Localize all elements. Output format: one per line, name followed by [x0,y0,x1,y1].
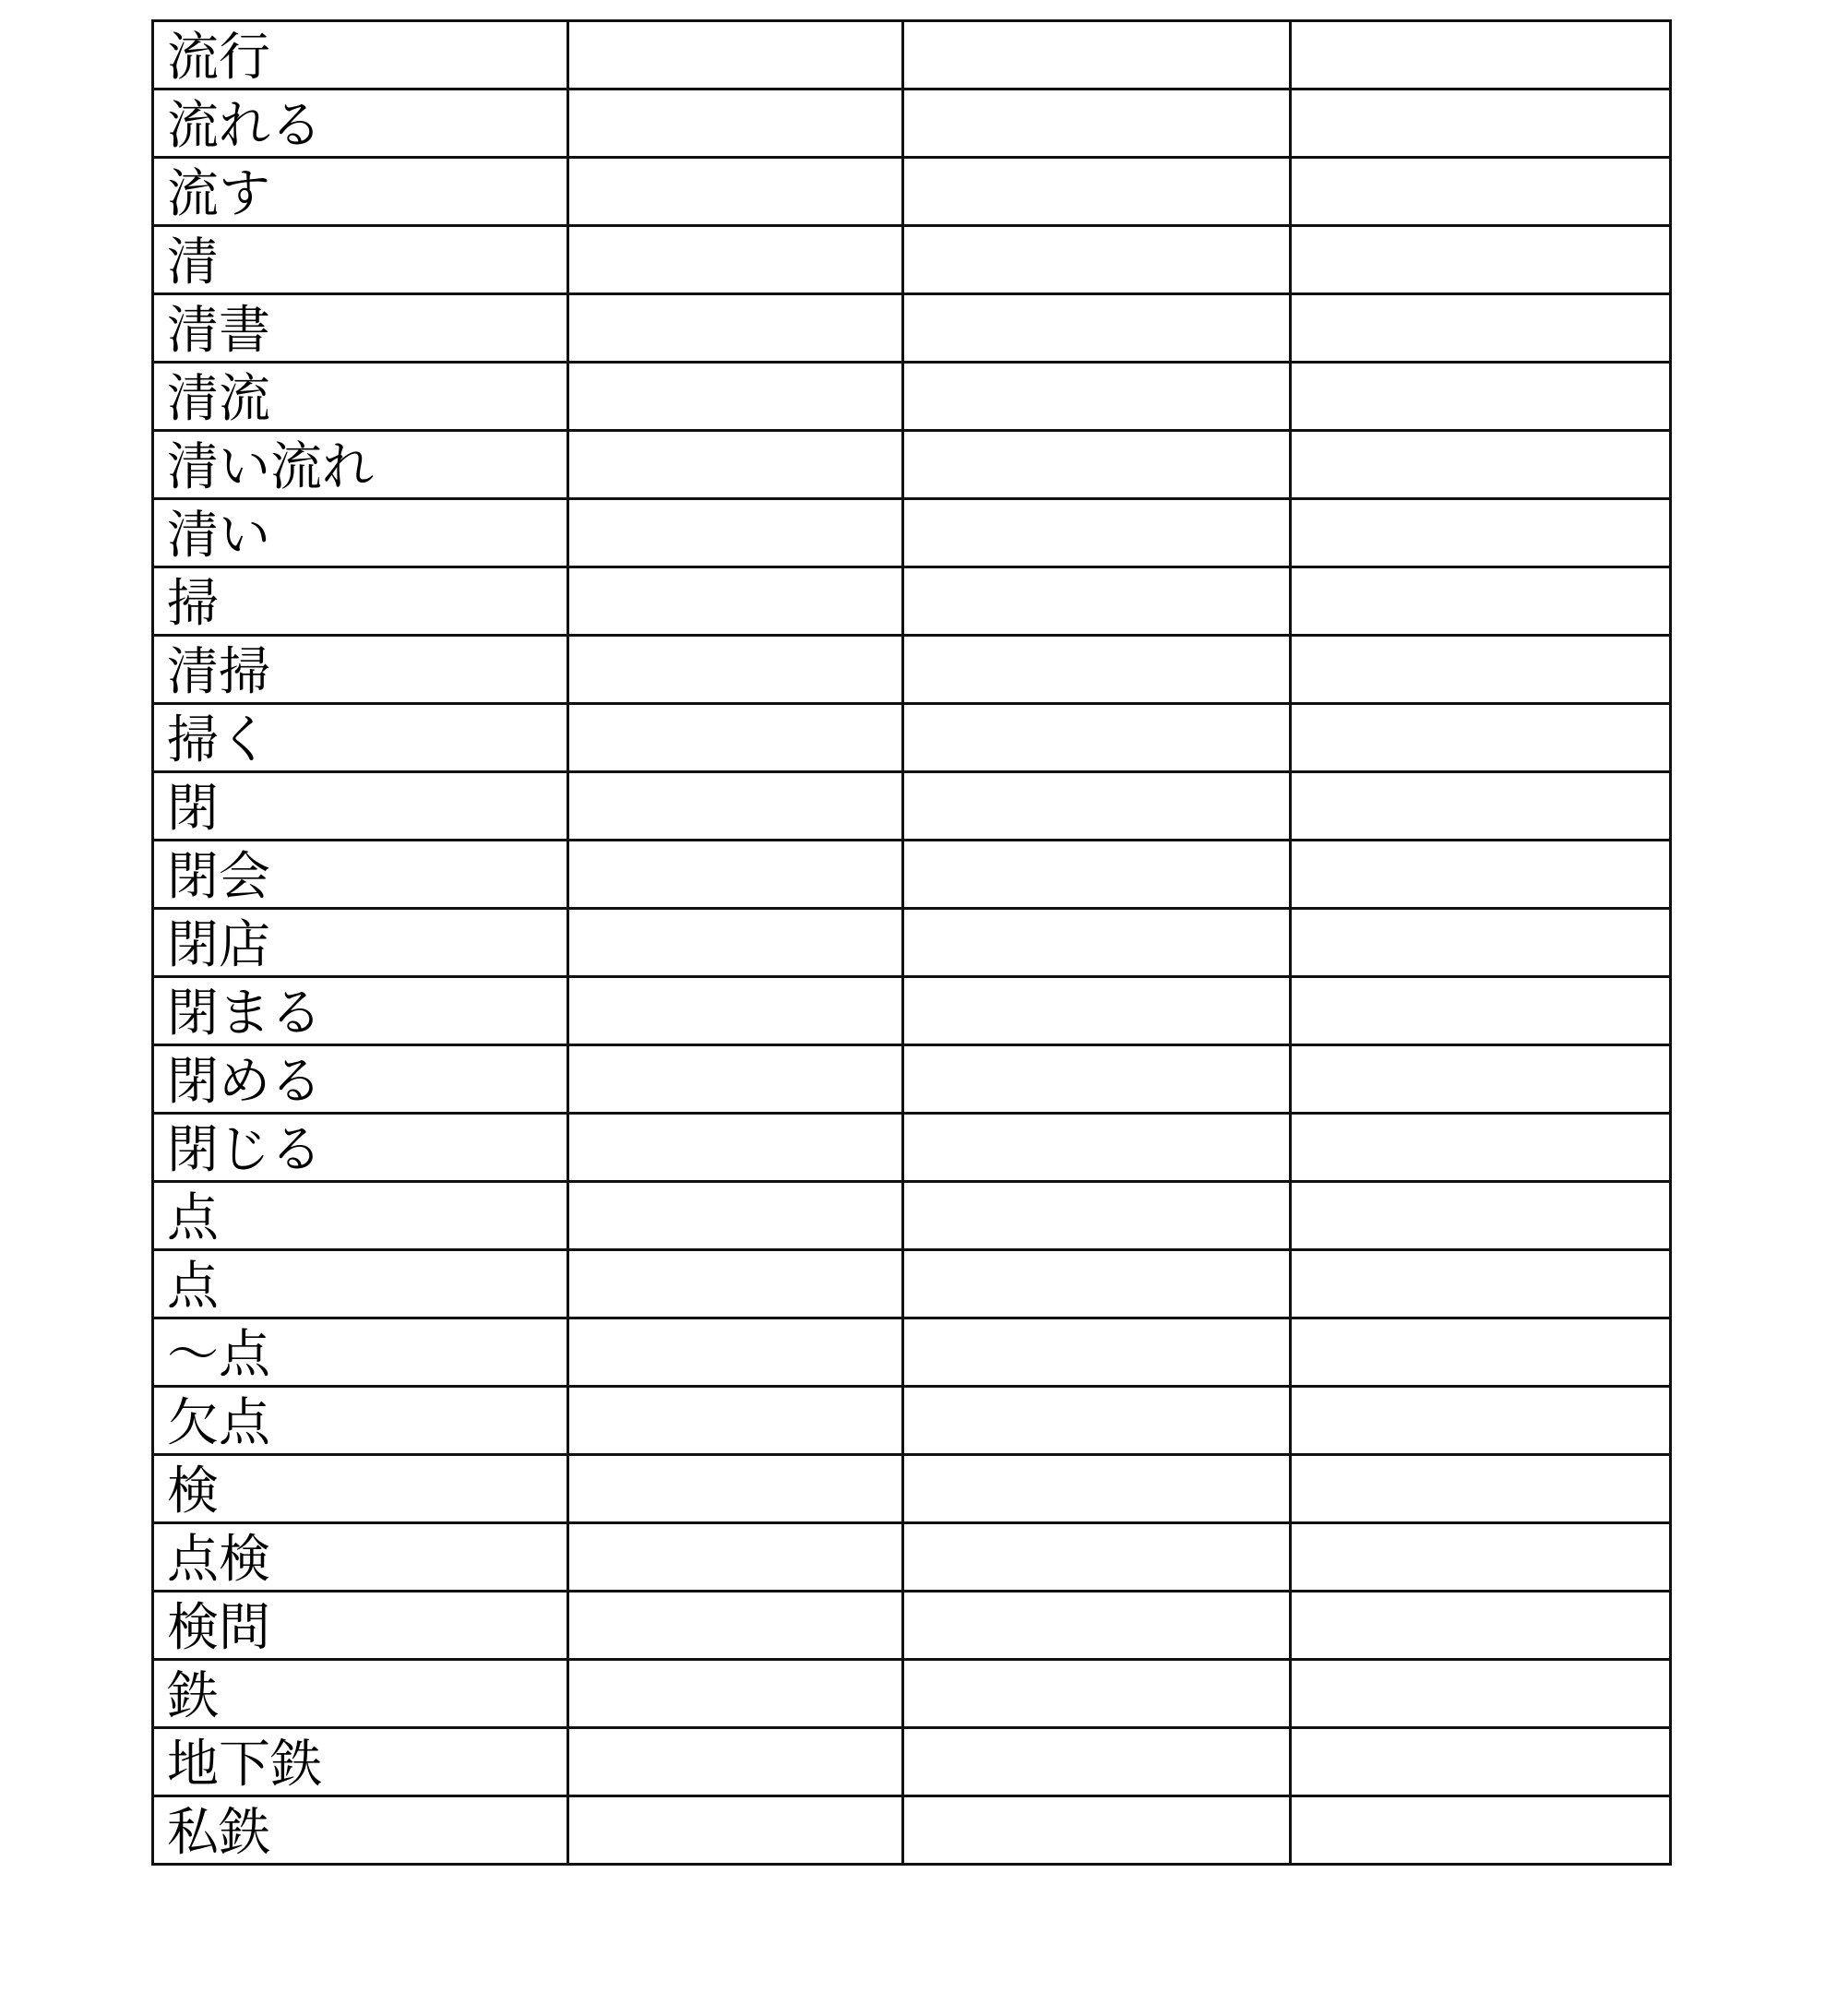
meaning-cell [903,1660,1291,1728]
worksheet-row [153,431,1671,499]
worksheet-body [153,21,1671,1865]
meaning-cell [903,1796,1291,1865]
practice-cell [1291,636,1671,704]
practice-cell [1291,704,1671,772]
term-cell: 点検 [153,1523,568,1592]
reading-cell [568,1114,903,1182]
practice-cell [1291,1728,1671,1796]
reading-cell [568,977,903,1045]
worksheet-row [153,1728,1671,1796]
worksheet-row [153,977,1671,1045]
term-cell: 清 [153,226,568,294]
meaning-cell [903,21,1291,89]
term-cell: 掃 [153,567,568,636]
term-cell: 点 [153,1182,568,1250]
term-cell: 鉄 [153,1660,568,1728]
term-cell: 清い [153,499,568,567]
reading-cell [568,1045,903,1114]
reading-cell [568,1796,903,1865]
worksheet-row [153,1114,1671,1182]
practice-cell [1291,294,1671,363]
meaning-cell [903,567,1291,636]
worksheet-row [153,363,1671,431]
meaning-cell [903,1728,1291,1796]
meaning-cell [903,636,1291,704]
term-cell: 検問 [153,1592,568,1660]
term-cell: 点 [153,1250,568,1318]
term-cell: 流行 [153,21,568,89]
meaning-cell [903,499,1291,567]
term-cell: 流れる [153,89,568,158]
worksheet-row [153,21,1671,89]
meaning-cell [903,1592,1291,1660]
worksheet-row [153,226,1671,294]
meaning-cell [903,1114,1291,1182]
term-cell: 閉 [153,772,568,841]
meaning-cell [903,772,1291,841]
vocabulary-worksheet-table [151,19,1672,1866]
worksheet-row [153,294,1671,363]
term-cell: 私鉄 [153,1796,568,1865]
reading-cell [568,363,903,431]
practice-cell [1291,21,1671,89]
term-cell: 流す [153,158,568,226]
reading-cell [568,704,903,772]
worksheet-row [153,158,1671,226]
worksheet-row [153,1455,1671,1523]
term-cell: 閉会 [153,841,568,909]
reading-cell [568,1387,903,1455]
term-cell: 閉店 [153,909,568,977]
term-cell: 閉じる [153,1114,568,1182]
meaning-cell [903,1250,1291,1318]
worksheet-row [153,1182,1671,1250]
practice-cell [1291,977,1671,1045]
reading-cell [568,636,903,704]
reading-cell [568,841,903,909]
practice-cell [1291,1387,1671,1455]
meaning-cell [903,1523,1291,1592]
term-cell: 検 [153,1455,568,1523]
meaning-cell [903,909,1291,977]
meaning-cell [903,1455,1291,1523]
practice-cell [1291,431,1671,499]
practice-cell [1291,909,1671,977]
reading-cell [568,1250,903,1318]
practice-cell [1291,1250,1671,1318]
reading-cell [568,1592,903,1660]
term-cell: 清流 [153,363,568,431]
term-cell: 欠点 [153,1387,568,1455]
meaning-cell [903,1318,1291,1387]
reading-cell [568,431,903,499]
meaning-cell [903,1387,1291,1455]
term-cell: 清掃 [153,636,568,704]
worksheet-row [153,1796,1671,1865]
worksheet-row [153,704,1671,772]
meaning-cell [903,431,1291,499]
meaning-cell [903,158,1291,226]
term-cell: 地下鉄 [153,1728,568,1796]
worksheet-row [153,1523,1671,1592]
worksheet-row [153,1318,1671,1387]
reading-cell [568,89,903,158]
meaning-cell [903,89,1291,158]
worksheet-row [153,909,1671,977]
practice-cell [1291,1592,1671,1660]
meaning-cell [903,704,1291,772]
worksheet-row [153,567,1671,636]
meaning-cell [903,226,1291,294]
worksheet-row [153,841,1671,909]
practice-cell [1291,89,1671,158]
worksheet-row [153,1592,1671,1660]
worksheet-row [153,499,1671,567]
worksheet-row [153,89,1671,158]
term-cell: 掃く [153,704,568,772]
practice-cell [1291,1455,1671,1523]
meaning-cell [903,1045,1291,1114]
reading-cell [568,1455,903,1523]
reading-cell [568,1660,903,1728]
practice-cell [1291,1114,1671,1182]
meaning-cell [903,841,1291,909]
term-cell: 清い流れ [153,431,568,499]
worksheet-row [153,1045,1671,1114]
worksheet-row [153,772,1671,841]
reading-cell [568,772,903,841]
practice-cell [1291,226,1671,294]
reading-cell [568,1318,903,1387]
practice-cell [1291,841,1671,909]
reading-cell [568,1728,903,1796]
practice-cell [1291,567,1671,636]
reading-cell [568,499,903,567]
worksheet-row [153,1387,1671,1455]
practice-cell [1291,363,1671,431]
practice-cell [1291,1318,1671,1387]
reading-cell [568,909,903,977]
practice-cell [1291,158,1671,226]
term-cell: ～点 [153,1318,568,1387]
meaning-cell [903,977,1291,1045]
practice-cell [1291,1796,1671,1865]
term-cell: 閉める [153,1045,568,1114]
practice-cell [1291,1523,1671,1592]
reading-cell [568,294,903,363]
meaning-cell [903,363,1291,431]
reading-cell [568,158,903,226]
practice-cell [1291,1045,1671,1114]
reading-cell [568,567,903,636]
practice-cell [1291,1660,1671,1728]
worksheet-row [153,1250,1671,1318]
practice-cell [1291,1182,1671,1250]
meaning-cell [903,294,1291,363]
term-cell: 閉まる [153,977,568,1045]
worksheet-row [153,1660,1671,1728]
reading-cell [568,21,903,89]
meaning-cell [903,1182,1291,1250]
reading-cell [568,1182,903,1250]
worksheet-row [153,636,1671,704]
reading-cell [568,226,903,294]
practice-cell [1291,772,1671,841]
term-cell: 清書 [153,294,568,363]
practice-cell [1291,499,1671,567]
reading-cell [568,1523,903,1592]
